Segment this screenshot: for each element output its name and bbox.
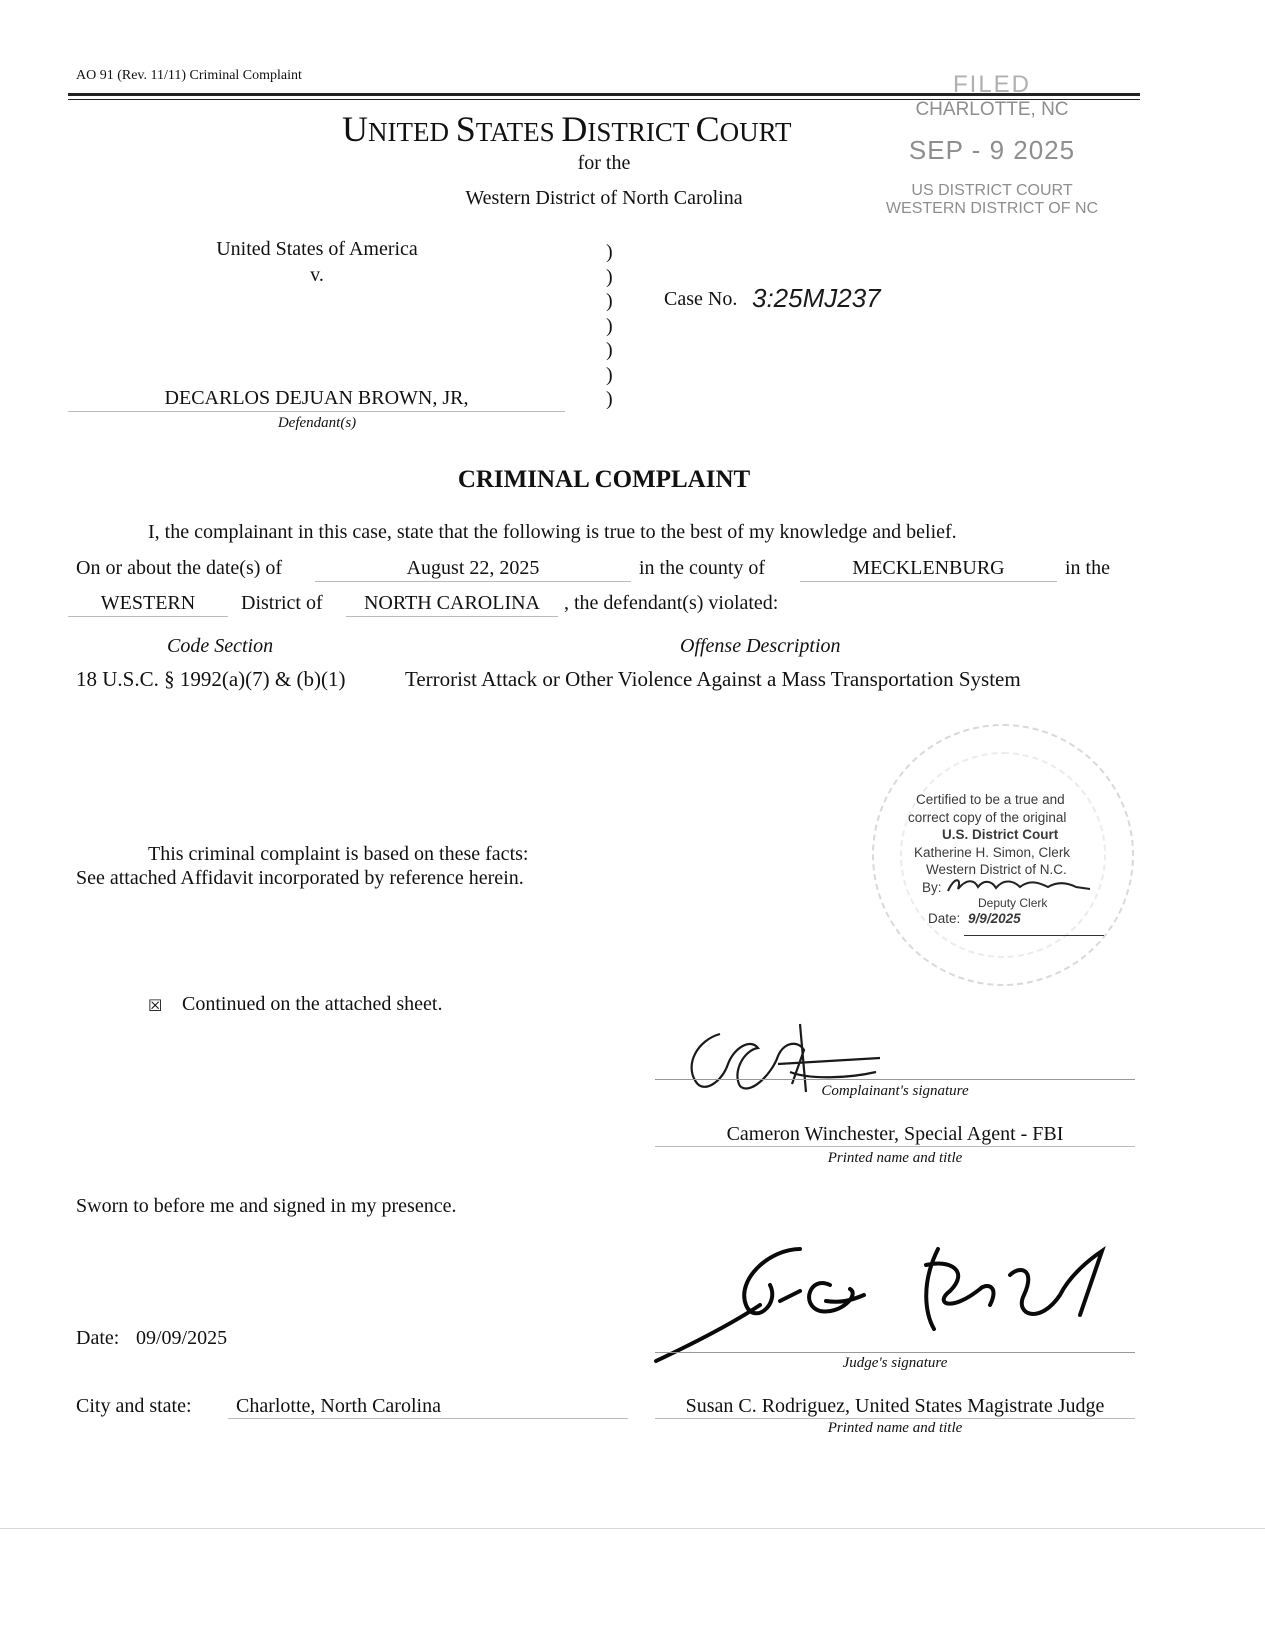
county-value: MECKLENBURG [852, 557, 1005, 579]
in-the-label: in the [1065, 557, 1110, 579]
statement: I, the complainant in this case, state that the following is true to the best of my knowledge and belief. [148, 521, 957, 543]
judge-printed-label: Printed name and title [827, 1420, 963, 1436]
district-line [68, 616, 228, 617]
certification-date: 9/9/2025 [968, 911, 1021, 926]
city-state-value: Charlotte, North Carolina [236, 1395, 441, 1417]
date-value: 09/09/2025 [136, 1327, 228, 1349]
offense-date: August 22, 2025 [406, 557, 540, 579]
judge-signature-label: Judge's signature [842, 1355, 948, 1371]
on-or-about-label: On or about the date(s) of [76, 557, 283, 579]
court-title: UNITED STATES DISTRICT COURT [342, 109, 792, 149]
filed-stamp-filed: FILED [952, 71, 1031, 98]
complainant-name: Cameron Winchester, Special Agent - FBI [726, 1123, 1064, 1145]
defendant-label: Defendant(s) [277, 415, 357, 431]
offense-date-line [315, 581, 631, 582]
offense-description-header: Offense Description [680, 635, 841, 657]
complainant-signature-label: Complainant's signature [821, 1083, 969, 1099]
complainant-name-line [655, 1146, 1135, 1147]
filed-stamp [872, 72, 1112, 218]
district-value: WESTERN [100, 592, 196, 614]
certification-date-line [964, 935, 1104, 936]
judge-signature-line [655, 1352, 1135, 1353]
versus: v. [310, 264, 324, 286]
plaintiff: United States of America [216, 238, 418, 260]
continued-checkbox[interactable]: ☒ [148, 996, 163, 1015]
county-line [800, 581, 1057, 582]
filed-stamp-line2: WESTERN DISTRICT OF NC [885, 200, 1099, 217]
facts-line2: See attached Affidavit incorporated by reference herein. [76, 867, 524, 889]
filed-stamp-line1: US DISTRICT COURT [911, 182, 1073, 199]
form-id: AO 91 (Rev. 11/11) Criminal Complaint [76, 68, 302, 83]
code-section-header: Code Section [167, 635, 274, 657]
continued-label: Continued on the attached sheet. [182, 993, 443, 1015]
sworn-statement: Sworn to before me and signed in my presence. [76, 1195, 457, 1217]
bottom-rule [0, 1528, 1265, 1529]
caption-parens: ) ) ) ) ) ) ) [606, 241, 613, 410]
case-number: 3:25MJ237 [752, 283, 881, 313]
defendant-name: DECARLOS DEJUAN BROWN, JR, [164, 387, 469, 409]
judge-name-line [655, 1418, 1135, 1419]
complainant-printed-label: Printed name and title [827, 1150, 963, 1166]
certification-stamp: Certified to be a true and correct copy of the original U.S. District Court Katherine H. Simon, Clerk Western District of N.C. By: Deputy Clerk Date: 9/9/2025 [898, 791, 1128, 928]
deputy-signature-icon [944, 875, 1094, 895]
city-state-line [228, 1418, 628, 1419]
date-label: Date: [76, 1327, 120, 1349]
city-state-label: City and state: [76, 1395, 192, 1417]
offense-code: 18 U.S.C. § 1992(a)(7) & (b)(1) [76, 667, 346, 691]
for-the: for the [577, 152, 631, 174]
district-name: Western District of North Carolina [465, 187, 743, 209]
state-value: NORTH CAROLINA [363, 592, 540, 614]
judge-signature-icon [650, 1245, 1110, 1365]
judge-name: Susan C. Rodriguez, United States Magistrate Judge [685, 1395, 1105, 1417]
complaint-heading: CRIMINAL COMPLAINT [457, 466, 751, 493]
violated-label: , the defendant(s) violated: [564, 592, 779, 614]
district-of-label: District of [241, 592, 323, 614]
state-line [346, 616, 558, 617]
facts-line1: This criminal complaint is based on these facts: [148, 843, 529, 865]
complainant-signature-line [655, 1079, 1135, 1080]
filed-stamp-city: CHARLOTTE, NC [915, 99, 1069, 120]
filed-stamp-date: SEP - 9 2025 [908, 135, 1076, 165]
offense-description: Terrorist Attack or Other Violence Against a Mass Transportation System [405, 667, 1021, 691]
county-label: in the county of [639, 557, 766, 579]
case-label: Case No. [664, 288, 738, 310]
defendant-line [68, 411, 565, 412]
